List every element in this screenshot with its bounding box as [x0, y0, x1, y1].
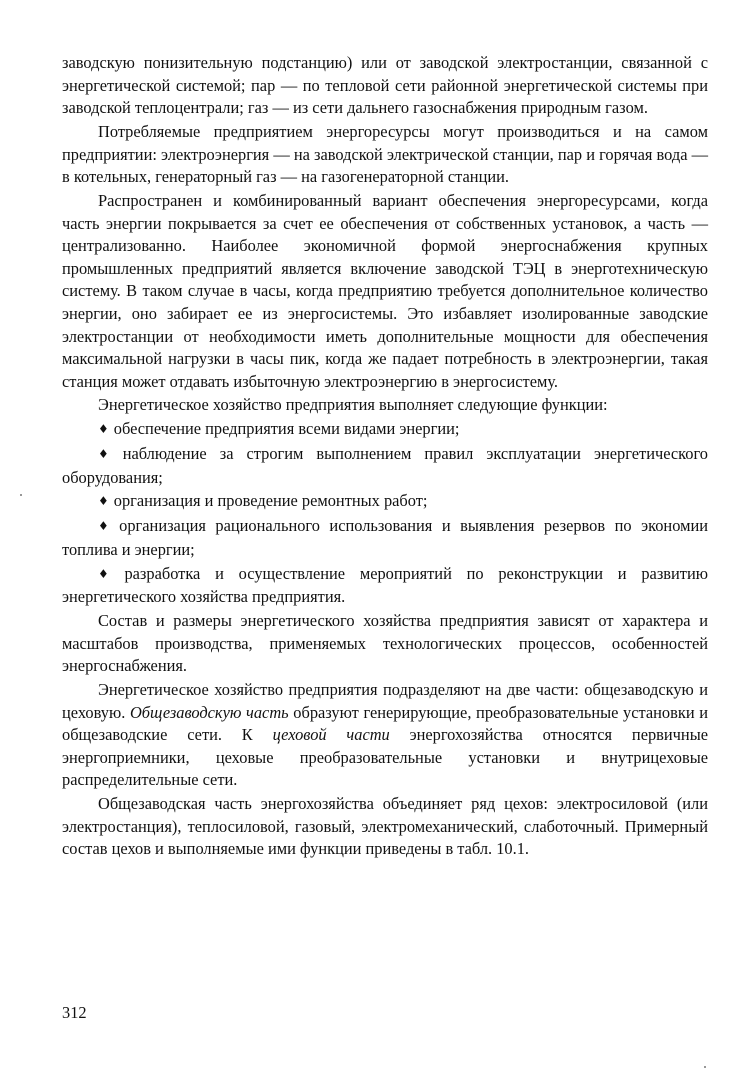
diamond-bullet-icon: ♦ [98, 519, 115, 534]
list-item-text: наблюдение за строгим выполнением правил эксплуатации энергетического оборудования; [62, 444, 708, 487]
paragraph-own-production: Потребляемые предприятием энергоресурсы могут производиться и на самом предприятии: электроэнергия — на заводской электрической станции, пар и горячая вода — в котельных, генераторный газ — на газогенераторной станции. [62, 121, 708, 187]
scan-speck [20, 494, 22, 496]
term-general-plant-part: Общезаводскую часть [129, 702, 289, 722]
paragraph-division [62, 679, 708, 792]
paragraph-composition: Состав и размеры энергетического хозяйства предприятия зависят от характера и масштабов производства, применяемых технологических процессов, особенностей энергоснабжения. [62, 610, 708, 676]
paragraph-functions-intro: Энергетическое хозяйство предприятия выполняет следующие функции: [98, 395, 608, 415]
division-text-1: Энергетическое хозяйство предприятия подразделяют на две части: общезаводскую и цеховую. [62, 679, 708, 722]
diamond-bullet-icon: ♦ [98, 566, 120, 581]
list-item-text: разработка и осуществление мероприятий по реконструкции и развитию энергетического хозяйства предприятия. [62, 563, 708, 607]
page-body [62, 52, 708, 862]
list-item [62, 443, 708, 489]
list-item [62, 490, 708, 514]
scan-speck [704, 1066, 706, 1068]
term-shop-part: цеховой части [272, 725, 390, 745]
paragraph-general-plant: Общезаводская часть энергохозяйства объединяет ряд цехов: электросиловой (или электростанция), теплосиловой, газовый, электромеханический, слаботочный. Примерный состав цехов и выполняемые ими функции приведены в табл. 10.1. [62, 794, 708, 859]
paragraph-combined-variant: Распространен и комбинированный вариант обеспечения энергоресурсами, когда часть энергии покрывается за счет ее обеспечения от собственных установок, а часть — централизованно. Наиболее экономичной формой энергоснабжения крупных промышленных предприятий является включение заводской ТЭЦ в энерготехническую систему. В таком случае в часы, когда предприятию требуется дополнительное количество энергии, оно забирает ее из энергосистемы. Это избавляет изолированные заводские электростанции от необходимости иметь дополнительные мощности для обеспечения максимальной нагрузки в часы пик, когда же падает потребность в электроэнергии, такая станция может отдавать избыточную электроэнергию в энергосистему. [62, 190, 708, 391]
diamond-bullet-icon: ♦ [98, 494, 109, 509]
list-item [62, 563, 708, 609]
division-text-2: образуют генерирующие, преобразовательные установки и общезаводские сети. К [62, 702, 708, 745]
diamond-bullet-icon: ♦ [98, 447, 118, 462]
list-item [62, 515, 708, 561]
list-item-text: обеспечение предприятия всеми видами энергии; [113, 419, 460, 439]
page-number: 312 [62, 1003, 87, 1022]
list-item-text: организация и проведение ремонтных работ; [113, 491, 428, 511]
diamond-bullet-icon: ♦ [98, 422, 109, 437]
list-item [62, 418, 708, 442]
paragraph-intro: заводскую понизительную подстанцию) или от заводской электростанции, связанной с энергетической системой; пар — по тепловой сети районной энергетической системы при заводской теплоцентрали; газ — из сети дальнего газоснабжения природным газом. [62, 53, 708, 118]
list-item-text: организация рационального использования и выявления резервов по экономии топлива и энергии; [62, 516, 708, 559]
division-text-3: энергохозяйства относятся первичные энергоприемники, цеховые преобразовательные установки и внутрицеховые распределительные сети. [62, 725, 708, 790]
